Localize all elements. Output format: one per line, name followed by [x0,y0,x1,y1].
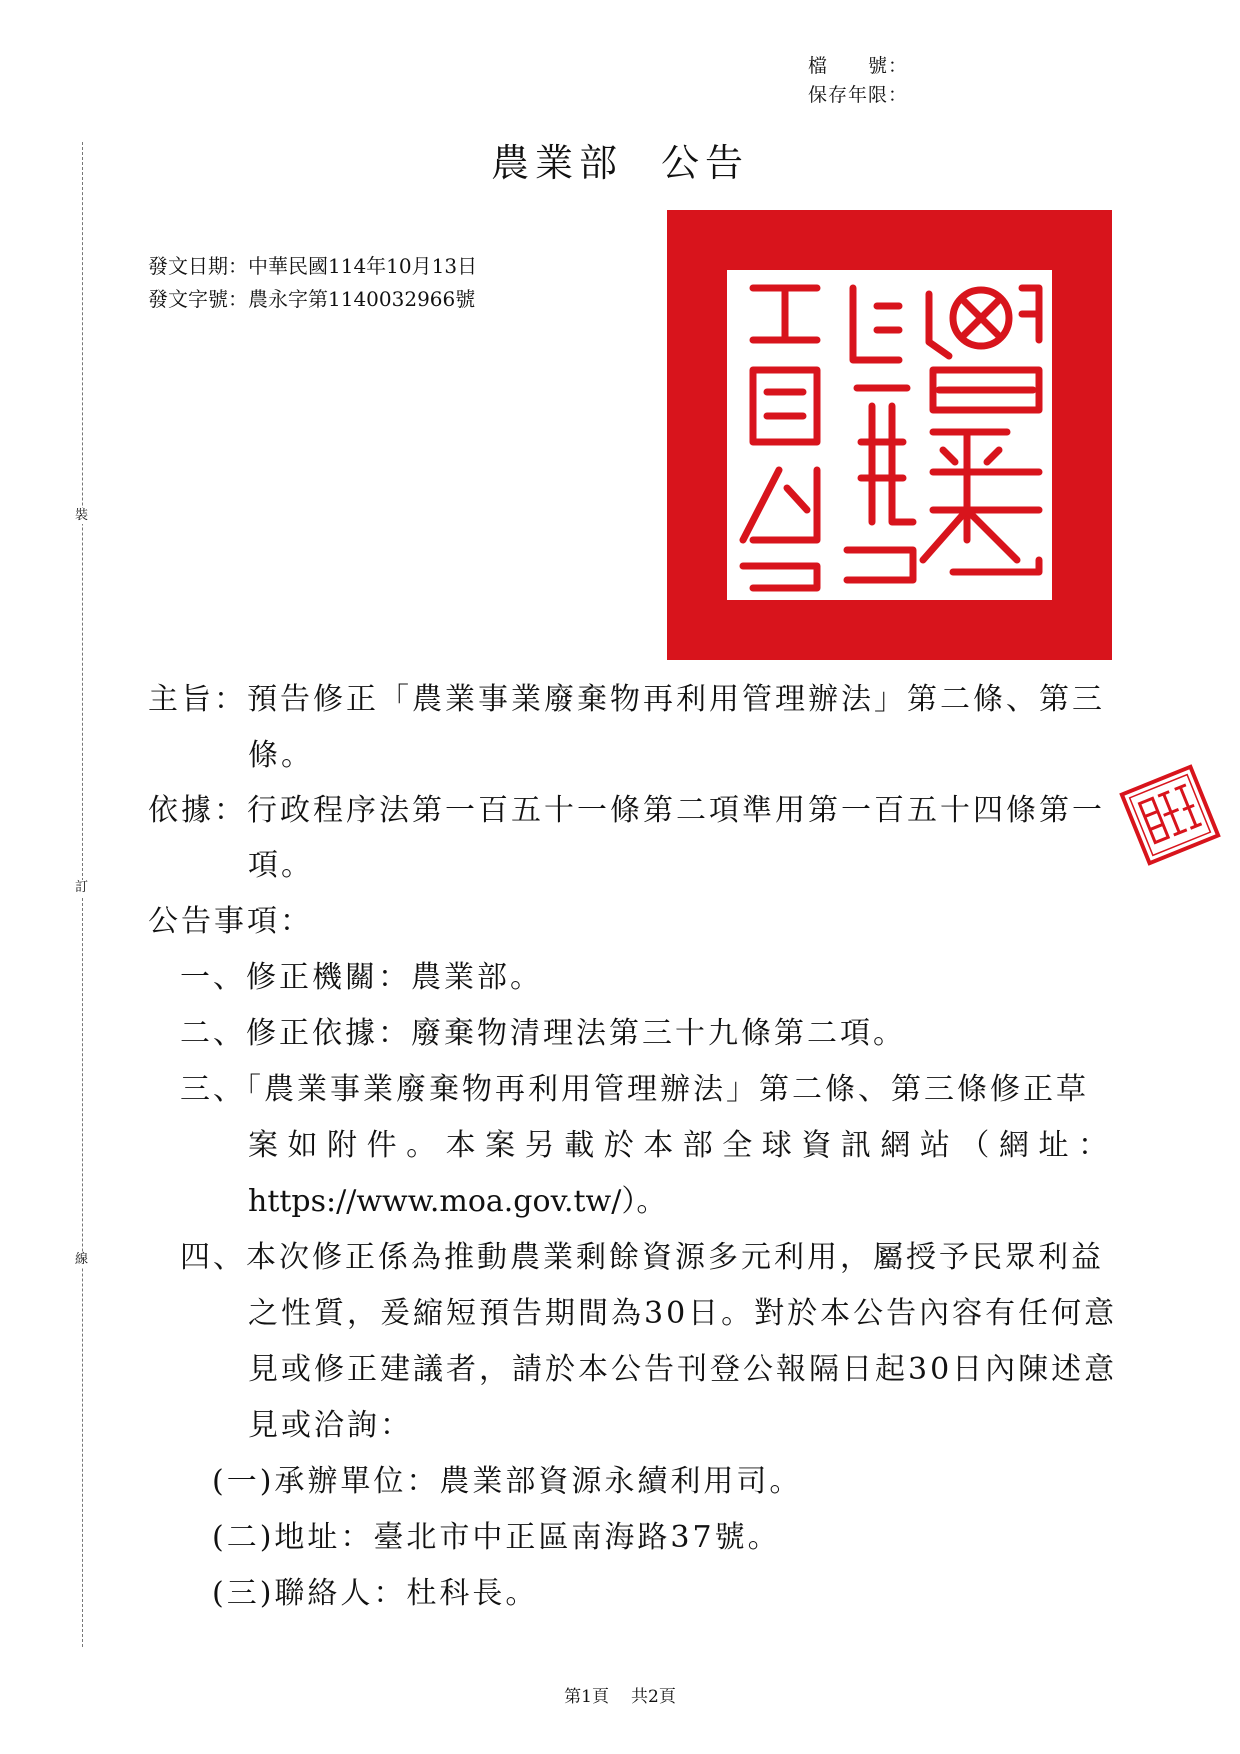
notice-sub-item-3 [212,1574,538,1614]
basis-line-1 [148,791,1105,831]
small-seal-graphic [1118,763,1222,867]
page-total: 共2頁 [631,1687,676,1707]
basis-label: 依據： [148,793,247,828]
notice-item-4-line-4: 見或洽詢： [248,1408,413,1443]
official-seal [667,210,1112,660]
sub-item-number: (三) [212,1576,275,1611]
notice-heading: 公告事項： [148,904,313,939]
item-text: 「農業事業廢棄物再利用管理辦法」第二條、第三條修正草 [246,1072,1089,1107]
subject-text-2: 條。 [248,738,314,773]
notice-item-4-line-1 [180,1238,1104,1278]
binding-mark-ding: 訂 [75,880,89,895]
sub-item-number: (二) [212,1520,275,1555]
notice-sub-item-1 [212,1462,802,1502]
item-text: 修正依據：廢棄物清理法第三十九條第二項。 [246,1016,906,1051]
notice-item-4-line-2: 之性質，爰縮短預告期間為30日。對於本公告內容有任何意 [248,1296,1118,1331]
page-footer [0,1682,1240,1707]
notice-item-2 [180,1014,906,1054]
item-number: 一、 [180,960,246,995]
issue-meta [148,250,477,316]
issue-date-label: 發文日期： [148,254,248,278]
notice-item-3-line-3: https://www.moa.gov.tw/）。 [248,1184,667,1219]
sub-item-text: 承辦單位：農業部資源永續利用司。 [274,1464,803,1499]
notice-item-4-line-3: 見或修正建議者，請於本公告刊登公報隔日起30日內陳述意 [248,1352,1118,1387]
basis-text-2: 項。 [248,848,314,883]
issue-number-label: 發文字號： [148,287,248,311]
page-title [0,132,1240,187]
item-number: 四、 [180,1240,246,1275]
notice-item-3-line-2: 案如附件。本案另載於本部全球資訊網站（網址： [248,1128,1108,1163]
sub-item-text: 地址：臺北市中正區南海路37號。 [274,1520,781,1555]
small-seal-stamp [1118,763,1222,867]
binding-mark-xian: 線 [75,1252,89,1267]
retention-label: 保存年限： [808,84,909,106]
title-agency: 農業部 [490,141,623,185]
subject-line-1 [148,680,1105,720]
notice-item-3-line-1 [180,1070,1089,1110]
item-text: 本次修正係為推動農業剩餘資源多元利用，屬授予民眾利益 [246,1240,1104,1275]
notice-sub-item-2 [212,1518,781,1558]
item-number: 二、 [180,1016,246,1051]
title-doc-type: 公告 [661,141,750,185]
page-number: 第1頁 [564,1687,609,1707]
issue-number-value: 農永字第1140032966號 [248,287,476,311]
notice-item-1 [180,958,543,998]
item-text: 修正機關：農業部。 [246,960,543,995]
issue-date-value: 中華民國114年10月13日 [248,254,478,278]
file-meta [808,52,908,110]
basis-text-1: 行政程序法第一百五十一條第二項準用第一百五十四條第一 [247,793,1105,828]
file-number-label: 檔 號： [808,55,909,77]
binding-mark-zhuang: 裝 [75,508,89,523]
item-number: 三、 [180,1072,246,1107]
sub-item-text: 聯絡人：杜科長。 [274,1576,539,1611]
subject-label: 主旨： [148,682,247,717]
official-seal-graphic [667,210,1112,660]
sub-item-number: (一) [212,1464,275,1499]
subject-text-1: 預告修正「農業事業廢棄物再利用管理辦法」第二條、第三 [247,682,1105,717]
